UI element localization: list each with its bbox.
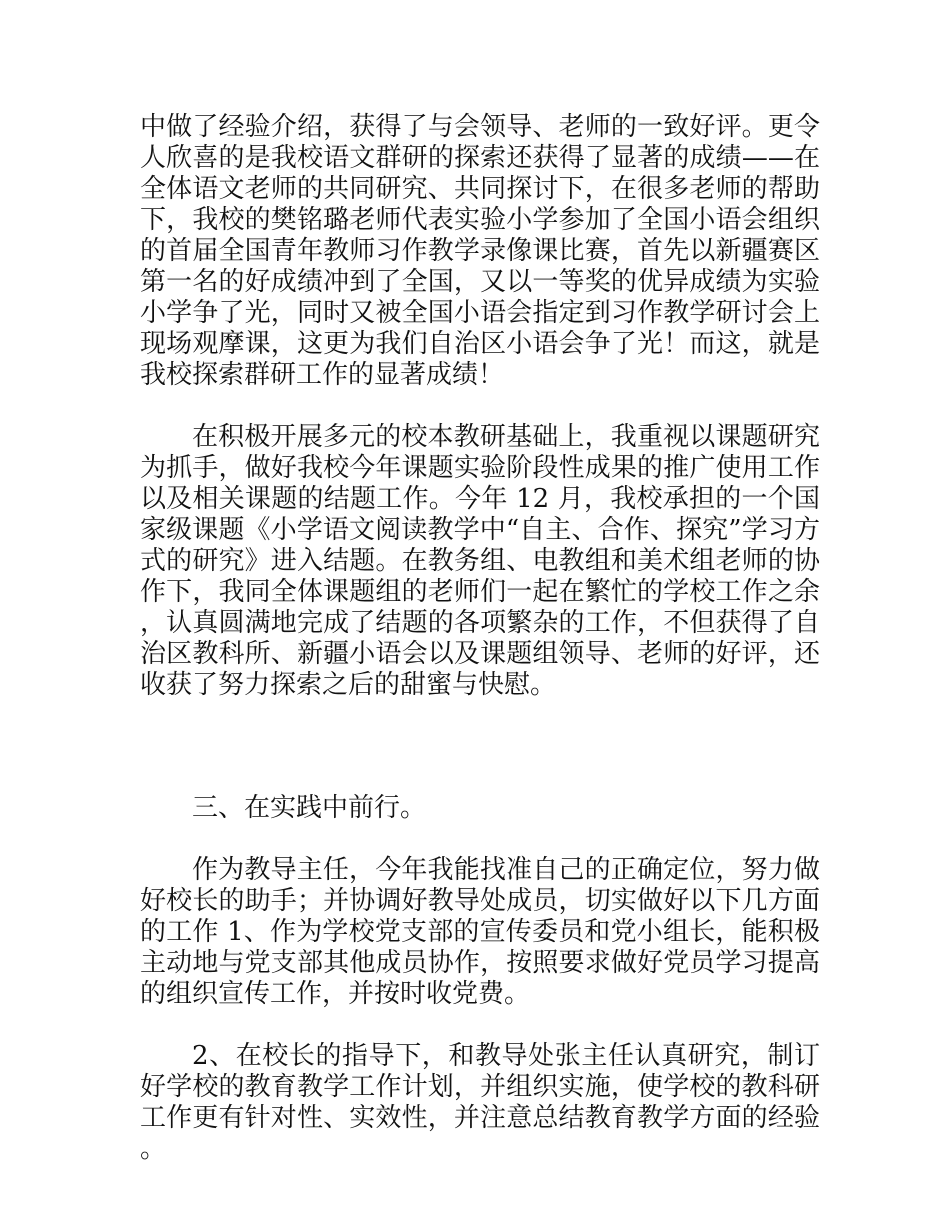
paragraph-item-2: 2、在校长的指导下，和教导处张主任认真研究，制订好学校的教育教学工作计划，并组织实施，使学校的教科研工作更有针对性、实效性，并注意总结教育教学方面的经验。 xyxy=(140,1041,820,1164)
section-heading: 三、在实践中前行。 xyxy=(192,793,427,823)
section-spacer xyxy=(140,701,820,793)
document-body xyxy=(140,112,820,1165)
paragraph-continuation: 中做了经验介绍，获得了与会领导、老师的一致好评。更令人欣喜的是我校语文群研的探索还获得了显著的成绩——在全体语文老师的共同研究、共同探讨下，在很多老师的帮助下，我校的樊铭璐老师代表实验小学参加了全国小语会组织的首届全国青年教师习作教学录像课比赛，首先以新疆赛区第一名的好成绩冲到了全国，又以一等奖的优异成绩为实验小学争了光，同时又被全国小语会指定到习作教学研讨会上现场观摩课，这更为我们自治区小语会争了光！而这，就是我校探索群研工作的显著成绩！ xyxy=(140,112,820,390)
paragraph-spacer xyxy=(140,1010,820,1041)
paragraph-research-project: 在积极开展多元的校本教研基础上，我重视以课题研究为抓手，做好我校今年课题实验阶段性成果的推广使用工作以及相关课题的结题工作。今年 12 月，我校承担的一个国家级课题《小学语文阅读教学中“自主、合作、探究”学习方式的研究》进入结题。在教务组、电教组和美术组老师的协作下，我同全体课题组的老师们一起在繁忙的学校工作之余，认真圆满地完成了结题的各项繁杂的工作，不但获得了自治区教科所、新疆小语会以及课题组领导、老师的好评，还收获了努力探索之后的甜蜜与快慰。 xyxy=(140,422,820,700)
paragraph-spacer xyxy=(140,824,820,855)
paragraph-spacer xyxy=(140,391,820,422)
paragraph-role-duties: 作为教导主任，今年我能找准自己的正确定位，努力做好校长的助手；并协调好教导处成员，切实做好以下几方面的工作 1、作为学校党支部的宣传委员和党小组长，能积极主动地与党支部其他成员协作，按照要求做好党员学习提高的组织宣传工作，并按时收党费。 xyxy=(140,855,820,1009)
